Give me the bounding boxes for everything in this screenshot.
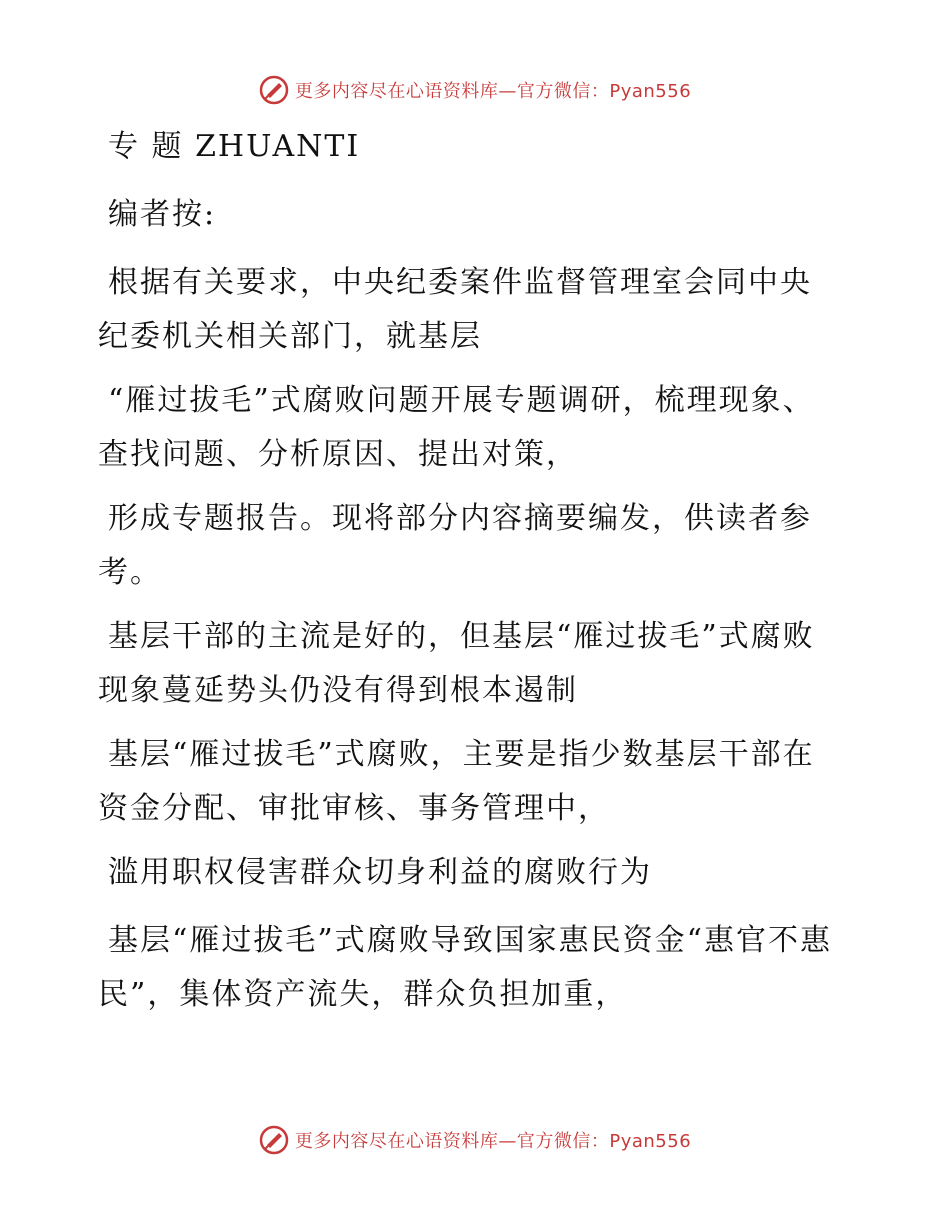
editor-note-label: 编者按:: [108, 197, 217, 232]
paragraph: 基层“雁过拔毛”式腐败，主要是指少数基层干部在资金分配、审批审核、事务管理中，: [98, 737, 815, 826]
paragraph: 形成专题报告。现将部分内容摘要编发，供读者参考。: [98, 501, 812, 590]
header-banner: [0, 72, 950, 108]
document-body: [98, 120, 838, 1032]
banner-text: 更多内容尽在心语资料库—官方微信：Pyan556: [294, 81, 692, 102]
brand-logo-icon: [259, 75, 289, 105]
paragraph: 基层干部的主流是好的，但基层“雁过拔毛”式腐败现象蔓延势头仍没有得到根本遏制: [98, 619, 815, 708]
brand-logo-icon: [259, 1125, 289, 1155]
paragraph: “雁过拔毛”式腐败问题开展专题调研，梳理现象、查找问题、分析原因、提出对策，: [98, 383, 815, 472]
paragraph: 根据有关要求，中央纪委案件监督管理室会同中央纪委机关相关部门，就基层: [98, 265, 812, 354]
footer-banner: [0, 1122, 950, 1158]
banner-text: 更多内容尽在心语资料库—官方微信：Pyan556: [294, 1131, 692, 1152]
paragraph: 基层“雁过拔毛”式腐败导致国家惠民资金“惠官不惠民”，集体资产流失，群众负担加重，: [98, 923, 833, 1012]
section-title: 专 题 ZHUANTI: [108, 129, 361, 164]
paragraph: 滥用职权侵害群众切身利益的腐败行为: [108, 855, 652, 890]
